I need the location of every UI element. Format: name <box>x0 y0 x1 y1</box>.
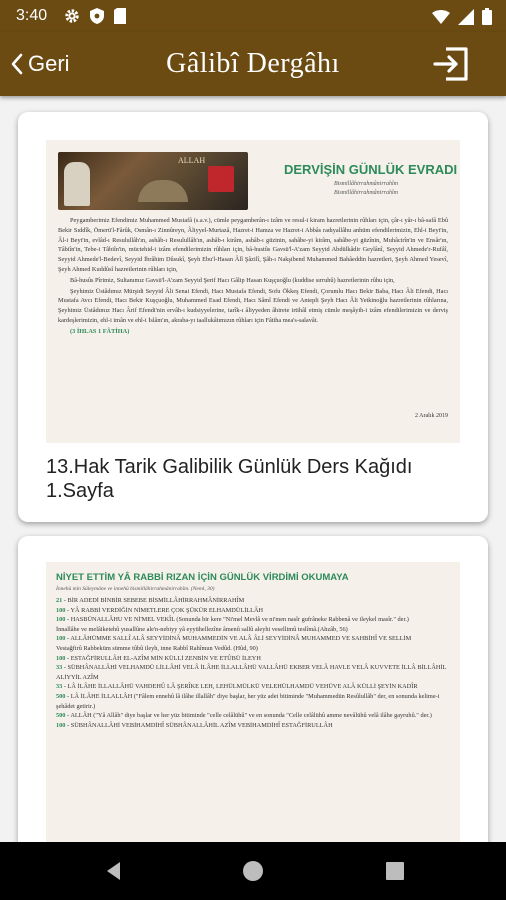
vird-line <box>56 654 452 664</box>
doc-subtitle: İnnehû min Süleymâne ve innehû bismillâhirrahmânirrahîm. (Neml, 30) <box>56 586 215 592</box>
battery-icon <box>482 8 492 25</box>
wifi-icon <box>432 9 450 25</box>
vird-line <box>56 644 452 654</box>
gear-icon <box>64 8 80 24</box>
sim-card-icon <box>114 8 126 24</box>
lesson-card[interactable] <box>18 536 488 856</box>
vird-text: - BİR ADEDİ BİNBİR SEBEBE BİSMİLLÂHİRRAHMÂNİRRAHÎM <box>63 597 245 604</box>
vird-text: - HASBÜNALLÂHU VE Nİ'MEL VEKÎL (Sonunda bir kere "Ni'mel Mevlâ ve ni'men nasîr gufrâneke Rabbenâ ve ileykel masîr." der.) <box>67 616 409 624</box>
vird-count: 100 <box>56 635 68 643</box>
lesson-page-image <box>46 140 460 443</box>
logout-icon[interactable] <box>432 46 470 82</box>
vird-text: - YÂ RABBİ VERDİĞİN NİMETLERE ÇOK ŞÜKÜR ELHAMDÜLİLLÂH <box>67 606 264 614</box>
card-caption: 13.Hak Tarik Galibilik Günlük Ders Kağıdı 1.Sayfa <box>46 456 413 502</box>
doc-subtitle: Bismillâhirrahmânirrahîm Bismillâhirrahmânirrahîm <box>333 181 398 196</box>
doc-closing: (3 İHLAS 1 FÂTİHA) <box>70 327 130 335</box>
vird-text: - ESTAĞFİRULLÂH EL-AZÎM MİN KÜLLİ ZENBİN VE ETÛBÜ İLEYH <box>67 654 261 662</box>
vird-line <box>56 663 452 682</box>
back-triangle-icon[interactable] <box>102 859 126 883</box>
app-bar <box>0 32 506 96</box>
vird-count: 500 <box>56 692 68 700</box>
doc-body <box>58 216 448 338</box>
doc-title: DERVİŞİN GÜNLÜK EVRADI <box>284 162 458 177</box>
doc-title: NİYET ETTİM YÂ RABBİ RIZAN İÇİN GÜNLÜK VİRDİMİ OKUMAYA <box>56 572 349 583</box>
vird-count: 33 <box>56 683 64 691</box>
recents-square-icon[interactable] <box>383 859 407 883</box>
vird-line <box>56 634 452 644</box>
vird-text: İnnallâhe ve melâiketehû yusallûne ale'n-nebiyy yâ eyyühellezîne âmenû sallû aleyhi vesellimû teslîmâ.(Ahzâb, 56) <box>56 625 348 633</box>
home-circle-icon[interactable] <box>241 859 265 883</box>
vird-text: - SÜBHÂNALLÂHİ VELHAMDÜ LİLLÂHİ VELÂ İLÂHE İLLALLÂHÜ VALLÂHÜ EKBER VELÂ HAVLE VELÂ KUVVETE İLLÂ BİLLÂHİL ALİYYİL AZÎM <box>56 664 447 681</box>
vird-count: 100 <box>56 654 68 662</box>
doc-paragraph: Peygamberimiz Efendimiz Muhammed Mustafâ (s.a.v.), cümle peygamberân-ı izâm ve resul-i kiram hazretlerinin rûhları için, çâr-ı yâr-ı bâ-safâ Ebû Bekir Sıddîk, Ömerü'l-Fârûk, Osmân-ı Zinnûreyn, Âliyyel-Murtazâ, Hazret-i Hamza ve Hazret-i Abbâs radıyallâhu anhüm efendilerimizin, Ehl-i Beyt'in, Âl-i Beyt'in, evlâd-ı Resulullâh'ın, ashâb-ı Resulullâh'ın, ashâb-ı kirâm, ashâb-ı güzinin, sahâbe-yi kirâm, sahâbe-yi güzînin, Muhâcirîn'in ve Ensâr'ın, Tâbiîn'in, Tebe-i Tâbiîn'in, müctehid-i izâm efendilerimizin rûhları için, bâ-hustûs Gavsü'l-A'zam Seyyid Abdülkâdir Geylânî, Seyyid Ahmede'r-Rufâî, Seyyid Ahmede'l-Bedevî, Seyyid İbrâhim Dûsukî, Şeyh Ebu'l-Hasan Âlî Şâzilî, Şâh-ı Nakşibend Muhammed Bahâeddin hazretleri, Şeyh Ahmed Yesevî, Şeyh Ahmed Kuddûsî hazretlerinin rûhları için, <box>58 217 448 273</box>
doc-body <box>56 596 452 730</box>
vird-count: 100 <box>56 616 68 624</box>
vird-count: 21 <box>56 597 64 604</box>
vird-count: 33 <box>56 664 64 672</box>
vird-count: 100 <box>56 721 68 729</box>
vird-text: - LÂ İLÂHE İLLALLÂHÜ VAHDEHÛ LÂ ŞERÎKE LEH, LEHÜLMÜLKÜ VELEHÜLHAMDÜ VEHÜVE ALÂ KÜLLİ ŞEYİN KADÎR <box>63 683 418 691</box>
lesson-card[interactable] <box>18 112 488 522</box>
shield-icon <box>90 8 104 24</box>
signal-icon <box>458 9 474 25</box>
doc-date: 2 Aralık 2019 <box>415 413 448 419</box>
vird-line <box>56 692 452 711</box>
status-time: 3:40 <box>16 7 48 24</box>
vird-text: - LÂ İLÂHE İLLALLÂH ("Fâlem ennehû lâ ilâhe illallâh" diye başlar, her yüz adet bitiminde "Muhammedün Resûlullâh" der, en sonunda kelime-i şehâdet getirir.) <box>56 692 440 710</box>
vird-line <box>56 711 452 721</box>
lesson-page-image <box>46 562 460 862</box>
vird-line <box>56 615 452 625</box>
vird-text: - SÜBHÂNALLÂHİ VEBİHAMDİHÎ SÜBHÂNALLÂHİL AZÎM VEBİHAMDİHÎ ESTAĞFİRULLÂH <box>67 721 333 729</box>
vird-line <box>56 596 452 606</box>
header-photo: ALLAH <box>58 152 248 210</box>
system-nav-bar <box>0 842 506 900</box>
doc-paragraph: Şeyhimiz Üstâdımız Mürşidi Seyyid Âli Senai Efendi, Hacı Mustafa Efendi, Sofu Ökkeş Efendi, Çorumlu Hacı Bekir Baba, Hacı Âli Efendi, Hacı Mustafa Avcı Efendi, Hacı Bekir Kuşçuoğlu, Muhammed Esad Efendi, Hacı Sâmî Efendi ve Antepli Şeyh Hacı Âli Yetkinoğlu hazretlerinin rûhlarına, Şeyhimiz Üstâdımız Hacı Ârif Efendi'nin ervâh-ı kudsiyyelerine, tarîk-ı âliyyeden âhirete irtihâl etmiş cümle meşâyih-i izâm efendilerimizin ve derviş kardeşlerimizin, ehl-i imân ve ehl-i İslâm'ın, akraba-yı taallukâtımızın rûhları için Fâtiha mea's-salavât. <box>58 287 448 324</box>
status-bar <box>0 0 506 32</box>
doc-paragraph: Bâ-husûs Pîrimiz, Sultanımız Gavsü'l-A'zam Seyyid Şerif Hacı Gâlip Hasan Kuşçuoğlu (kuddise sırruhû) hazretlerinin rûhu için, <box>70 276 395 284</box>
page-title: Gâlibî Dergâhı <box>166 48 340 79</box>
back-label: Geri <box>28 51 70 76</box>
vird-count: 500 <box>56 712 68 720</box>
vird-line <box>56 625 452 635</box>
vird-count: 100 <box>56 606 68 614</box>
vird-line <box>56 721 452 731</box>
vird-text: - ALLÂH ("Yâ Allâh" diye başlar ve her yüz bitiminde "celle celâlühû" ve en sonunda "Celle celâlühû amme nevâlühû velâ ilâhe gayruhû." der.) <box>67 712 432 720</box>
vird-line <box>56 682 452 692</box>
vird-text: Vestağfirû Rabbeküm sümme tûbû ileyh, inne Rabbî Rahîmun Vedûd. (Hûd, 90) <box>56 644 258 652</box>
vird-text: - ALLÂHÜMME SALLÎ ALÂ SEYYİDİNÂ MUHAMMEDİN VE ALÂ ÂLİ SEYYİDİNÂ MUHAMMED VE SAHBİHÎ VE SELLİM <box>67 635 412 643</box>
vird-line <box>56 606 452 616</box>
